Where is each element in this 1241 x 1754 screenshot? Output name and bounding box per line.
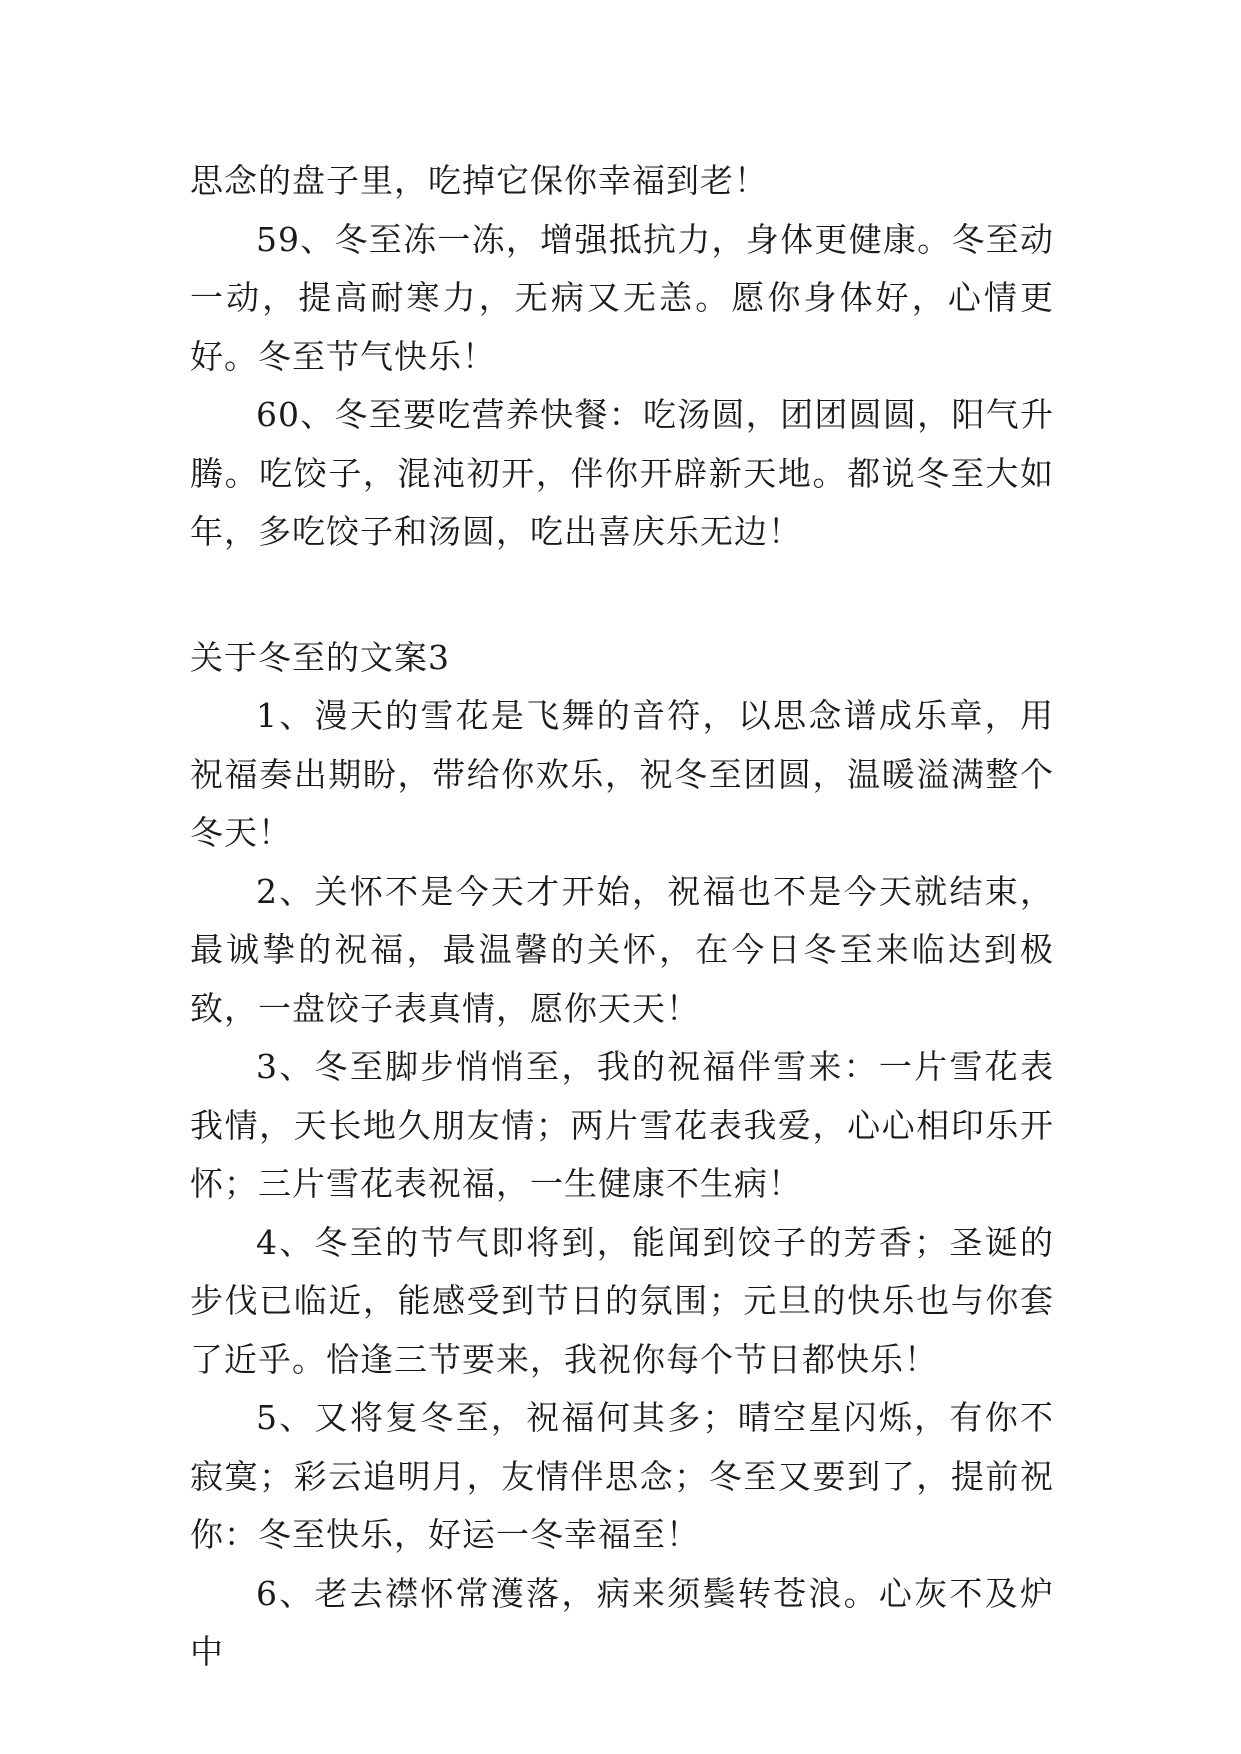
- continuation-paragraph: 思念的盘子里，吃掉它保你幸福到老！: [190, 161, 768, 200]
- list-item-3: 3、冬至脚步悄悄至，我的祝福伴雪来：一片雪花表我情，天长地久朋友情；两片雪花表我爱，心心相印乐开怀；三片雪花表祝福，一生健康不生病！: [190, 1047, 1054, 1203]
- section-title: 关于冬至的文案3: [190, 637, 450, 677]
- list-item-59: 59、冬至冻一冻，增强抵抗力，身体更健康。冬至动一动，提高耐寒力，无病又无恙。愿你身体好，心情更好。冬至节气快乐！: [190, 219, 1054, 376]
- list-item-4: 4、冬至的节气即将到，能闻到饺子的芳香；圣诞的步伐已临近，能感受到节日的氛围；元旦的快乐也与你套了近乎。恰逢三节要来，我祝你每个节日都快乐！: [190, 1222, 1054, 1379]
- list-item-1: 1、漫天的雪花是飞舞的音符，以思念谱成乐章，用祝福奏出期盼，带给你欢乐，祝冬至团圆，温暖溢满整个冬天！: [190, 696, 1054, 852]
- document-body: [190, 152, 1054, 1682]
- list-item-60: 60、冬至要吃营养快餐：吃汤圆，团团圆圆，阳气升腾。吃饺子，混沌初开，伴你开辟新天地。都说冬至大如年，多吃饺子和汤圆，吃出喜庆乐无边！: [190, 395, 1054, 551]
- list-item-6: 6、老去襟怀常濩落，病来须鬓转苍浪。心灰不及炉中: [190, 1573, 1054, 1671]
- list-item-5: 5、又将复冬至，祝福何其多；晴空星闪烁，有你不寂寞；彩云追明月，友情伴思念；冬至又要到了，提前祝你：冬至快乐，好运一冬幸福至！: [190, 1398, 1054, 1554]
- list-item-2: 2、关怀不是今天才开始，祝福也不是今天就结束，最诚挚的祝福，最温馨的关怀，在今日冬至来临达到极致，一盘饺子表真情，愿你天天！: [190, 871, 1054, 1028]
